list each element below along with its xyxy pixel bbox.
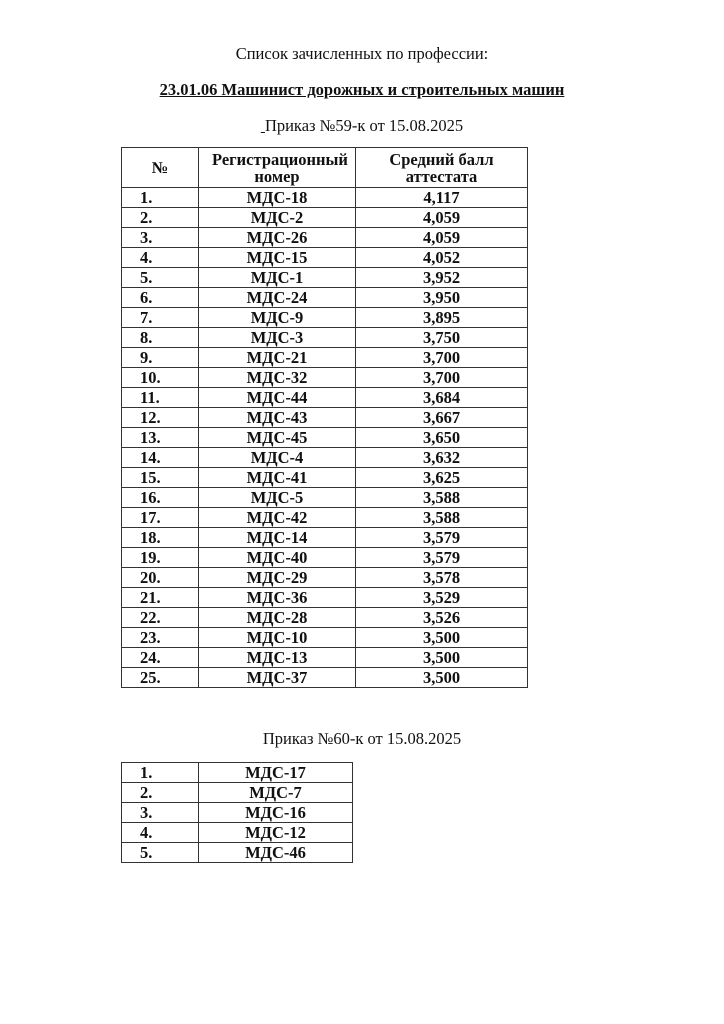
average-score-cell: 3,588 (356, 508, 528, 528)
reg-number-cell: МДС-10 (199, 628, 356, 648)
reg-number-cell: МДС-41 (199, 468, 356, 488)
reg-number-cell: МДС-9 (199, 308, 356, 328)
reg-number-cell: МДС-21 (199, 348, 356, 368)
average-score-cell: 3,895 (356, 308, 528, 328)
reg-number-cell: МДС-3 (199, 328, 356, 348)
reg-number-cell: МДС-5 (199, 488, 356, 508)
table-header-row (122, 148, 528, 188)
row-number-cell: 9. (122, 348, 199, 368)
table-row (122, 468, 528, 488)
row-number-cell: 4. (122, 248, 199, 268)
average-score-cell: 3,667 (356, 408, 528, 428)
reg-number-cell: МДС-18 (199, 188, 356, 208)
row-number-cell: 25. (122, 668, 199, 688)
row-number-cell: 12. (122, 408, 199, 428)
row-number-cell: 22. (122, 608, 199, 628)
average-score-cell: 3,632 (356, 448, 528, 468)
profession-heading: 23.01.06 Машинист дорожных и строительных машин (159, 80, 565, 99)
table-row (122, 803, 353, 823)
average-score-cell: 3,588 (356, 488, 528, 508)
reg-number-cell: МДС-15 (199, 248, 356, 268)
table-row (122, 628, 528, 648)
reg-number-cell: МДС-32 (199, 368, 356, 388)
row-number-cell: 1. (122, 763, 199, 783)
average-score-cell: 3,578 (356, 568, 528, 588)
row-number-cell: 14. (122, 448, 199, 468)
reg-number-cell: МДС-37 (199, 668, 356, 688)
row-number-cell: 11. (122, 388, 199, 408)
row-number-cell: 13. (122, 428, 199, 448)
row-number-cell: 2. (122, 208, 199, 228)
reg-number-cell: МДС-46 (199, 843, 353, 863)
reg-number-cell: МДС-17 (199, 763, 353, 783)
reg-number-cell: МДС-29 (199, 568, 356, 588)
table-row (122, 288, 528, 308)
row-number-cell: 8. (122, 328, 199, 348)
reg-number-cell: МДС-7 (199, 783, 353, 803)
reg-number-cell: МДС-2 (199, 208, 356, 228)
table-row (122, 548, 528, 568)
table-row (122, 188, 528, 208)
table-row (122, 488, 528, 508)
average-score-cell: 4,117 (356, 188, 528, 208)
table-row (122, 208, 528, 228)
average-score-cell: 3,579 (356, 528, 528, 548)
reg-number-cell: МДС-42 (199, 508, 356, 528)
reg-number-cell: МДС-45 (199, 428, 356, 448)
average-score-cell: 3,952 (356, 268, 528, 288)
average-score-cell: 3,950 (356, 288, 528, 308)
table-row (122, 568, 528, 588)
table-row (122, 248, 528, 268)
average-score-cell: 3,500 (356, 648, 528, 668)
average-score-cell: 3,650 (356, 428, 528, 448)
enrolled-table-order-59 (121, 147, 528, 688)
table-row (122, 408, 528, 428)
table-row (122, 823, 353, 843)
average-score-cell: 3,500 (356, 668, 528, 688)
average-score-cell: 4,059 (356, 228, 528, 248)
average-score-cell: 3,684 (356, 388, 528, 408)
order-60-heading: Приказ №60-к от 15.08.2025 (262, 729, 462, 748)
reg-number-cell: МДС-16 (199, 803, 353, 823)
average-score-cell: 3,750 (356, 328, 528, 348)
column-header-average-score (356, 148, 528, 188)
table-row (122, 783, 353, 803)
reg-number-cell: МДС-43 (199, 408, 356, 428)
row-number-cell: 16. (122, 488, 199, 508)
table-row (122, 428, 528, 448)
reg-number-cell: МДС-40 (199, 548, 356, 568)
table-row (122, 348, 528, 368)
table-row (122, 668, 528, 688)
table-row (122, 368, 528, 388)
column-header-average-score-text: Средний балл аттестата (389, 149, 494, 186)
row-number-cell: 15. (122, 468, 199, 488)
average-score-cell: 4,059 (356, 208, 528, 228)
table-row (122, 448, 528, 468)
table-row (122, 388, 528, 408)
average-score-cell: 3,700 (356, 348, 528, 368)
reg-number-cell: МДС-13 (199, 648, 356, 668)
row-number-cell: 23. (122, 628, 199, 648)
row-number-cell: 5. (122, 268, 199, 288)
table-row (122, 763, 353, 783)
average-score-cell: 3,625 (356, 468, 528, 488)
reg-number-cell: МДС-12 (199, 823, 353, 843)
reg-number-cell: МДС-14 (199, 528, 356, 548)
row-number-cell: 3. (122, 228, 199, 248)
column-header-number: № (122, 148, 199, 188)
row-number-cell: 21. (122, 588, 199, 608)
table-row (122, 843, 353, 863)
row-number-cell: 7. (122, 308, 199, 328)
row-number-cell: 24. (122, 648, 199, 668)
row-number-cell: 2. (122, 783, 199, 803)
table-row (122, 608, 528, 628)
table-row (122, 308, 528, 328)
row-number-cell: 6. (122, 288, 199, 308)
table-row (122, 328, 528, 348)
row-number-cell: 1. (122, 188, 199, 208)
row-number-cell: 3. (122, 803, 199, 823)
order-59-text: Приказ №59-к от 15.08.2025 (264, 116, 464, 135)
table-row (122, 508, 528, 528)
table-row (122, 228, 528, 248)
average-score-cell: 3,529 (356, 588, 528, 608)
table-row (122, 268, 528, 288)
reg-number-cell: МДС-28 (199, 608, 356, 628)
table-row (122, 528, 528, 548)
average-score-cell: 3,526 (356, 608, 528, 628)
average-score-cell: 3,579 (356, 548, 528, 568)
row-number-cell: 5. (122, 843, 199, 863)
table-row (122, 648, 528, 668)
row-number-cell: 17. (122, 508, 199, 528)
reg-number-cell: МДС-4 (199, 448, 356, 468)
column-header-reg-number-text: Регистрационный номер (212, 149, 348, 186)
average-score-cell: 3,700 (356, 368, 528, 388)
reg-number-cell: МДС-44 (199, 388, 356, 408)
reg-number-cell: МДС-36 (199, 588, 356, 608)
row-number-cell: 4. (122, 823, 199, 843)
column-header-reg-number (199, 148, 356, 188)
row-number-cell: 19. (122, 548, 199, 568)
reg-number-cell: МДС-24 (199, 288, 356, 308)
row-number-cell: 18. (122, 528, 199, 548)
order-59-heading (0, 116, 724, 136)
average-score-cell: 4,052 (356, 248, 528, 268)
row-number-cell: 10. (122, 368, 199, 388)
average-score-cell: 3,500 (356, 628, 528, 648)
reg-number-cell: МДС-26 (199, 228, 356, 248)
table-row (122, 588, 528, 608)
page-title: Список зачисленных по профессии: (235, 44, 489, 63)
enrolled-table-order-60 (121, 762, 353, 863)
row-number-cell: 20. (122, 568, 199, 588)
reg-number-cell: МДС-1 (199, 268, 356, 288)
